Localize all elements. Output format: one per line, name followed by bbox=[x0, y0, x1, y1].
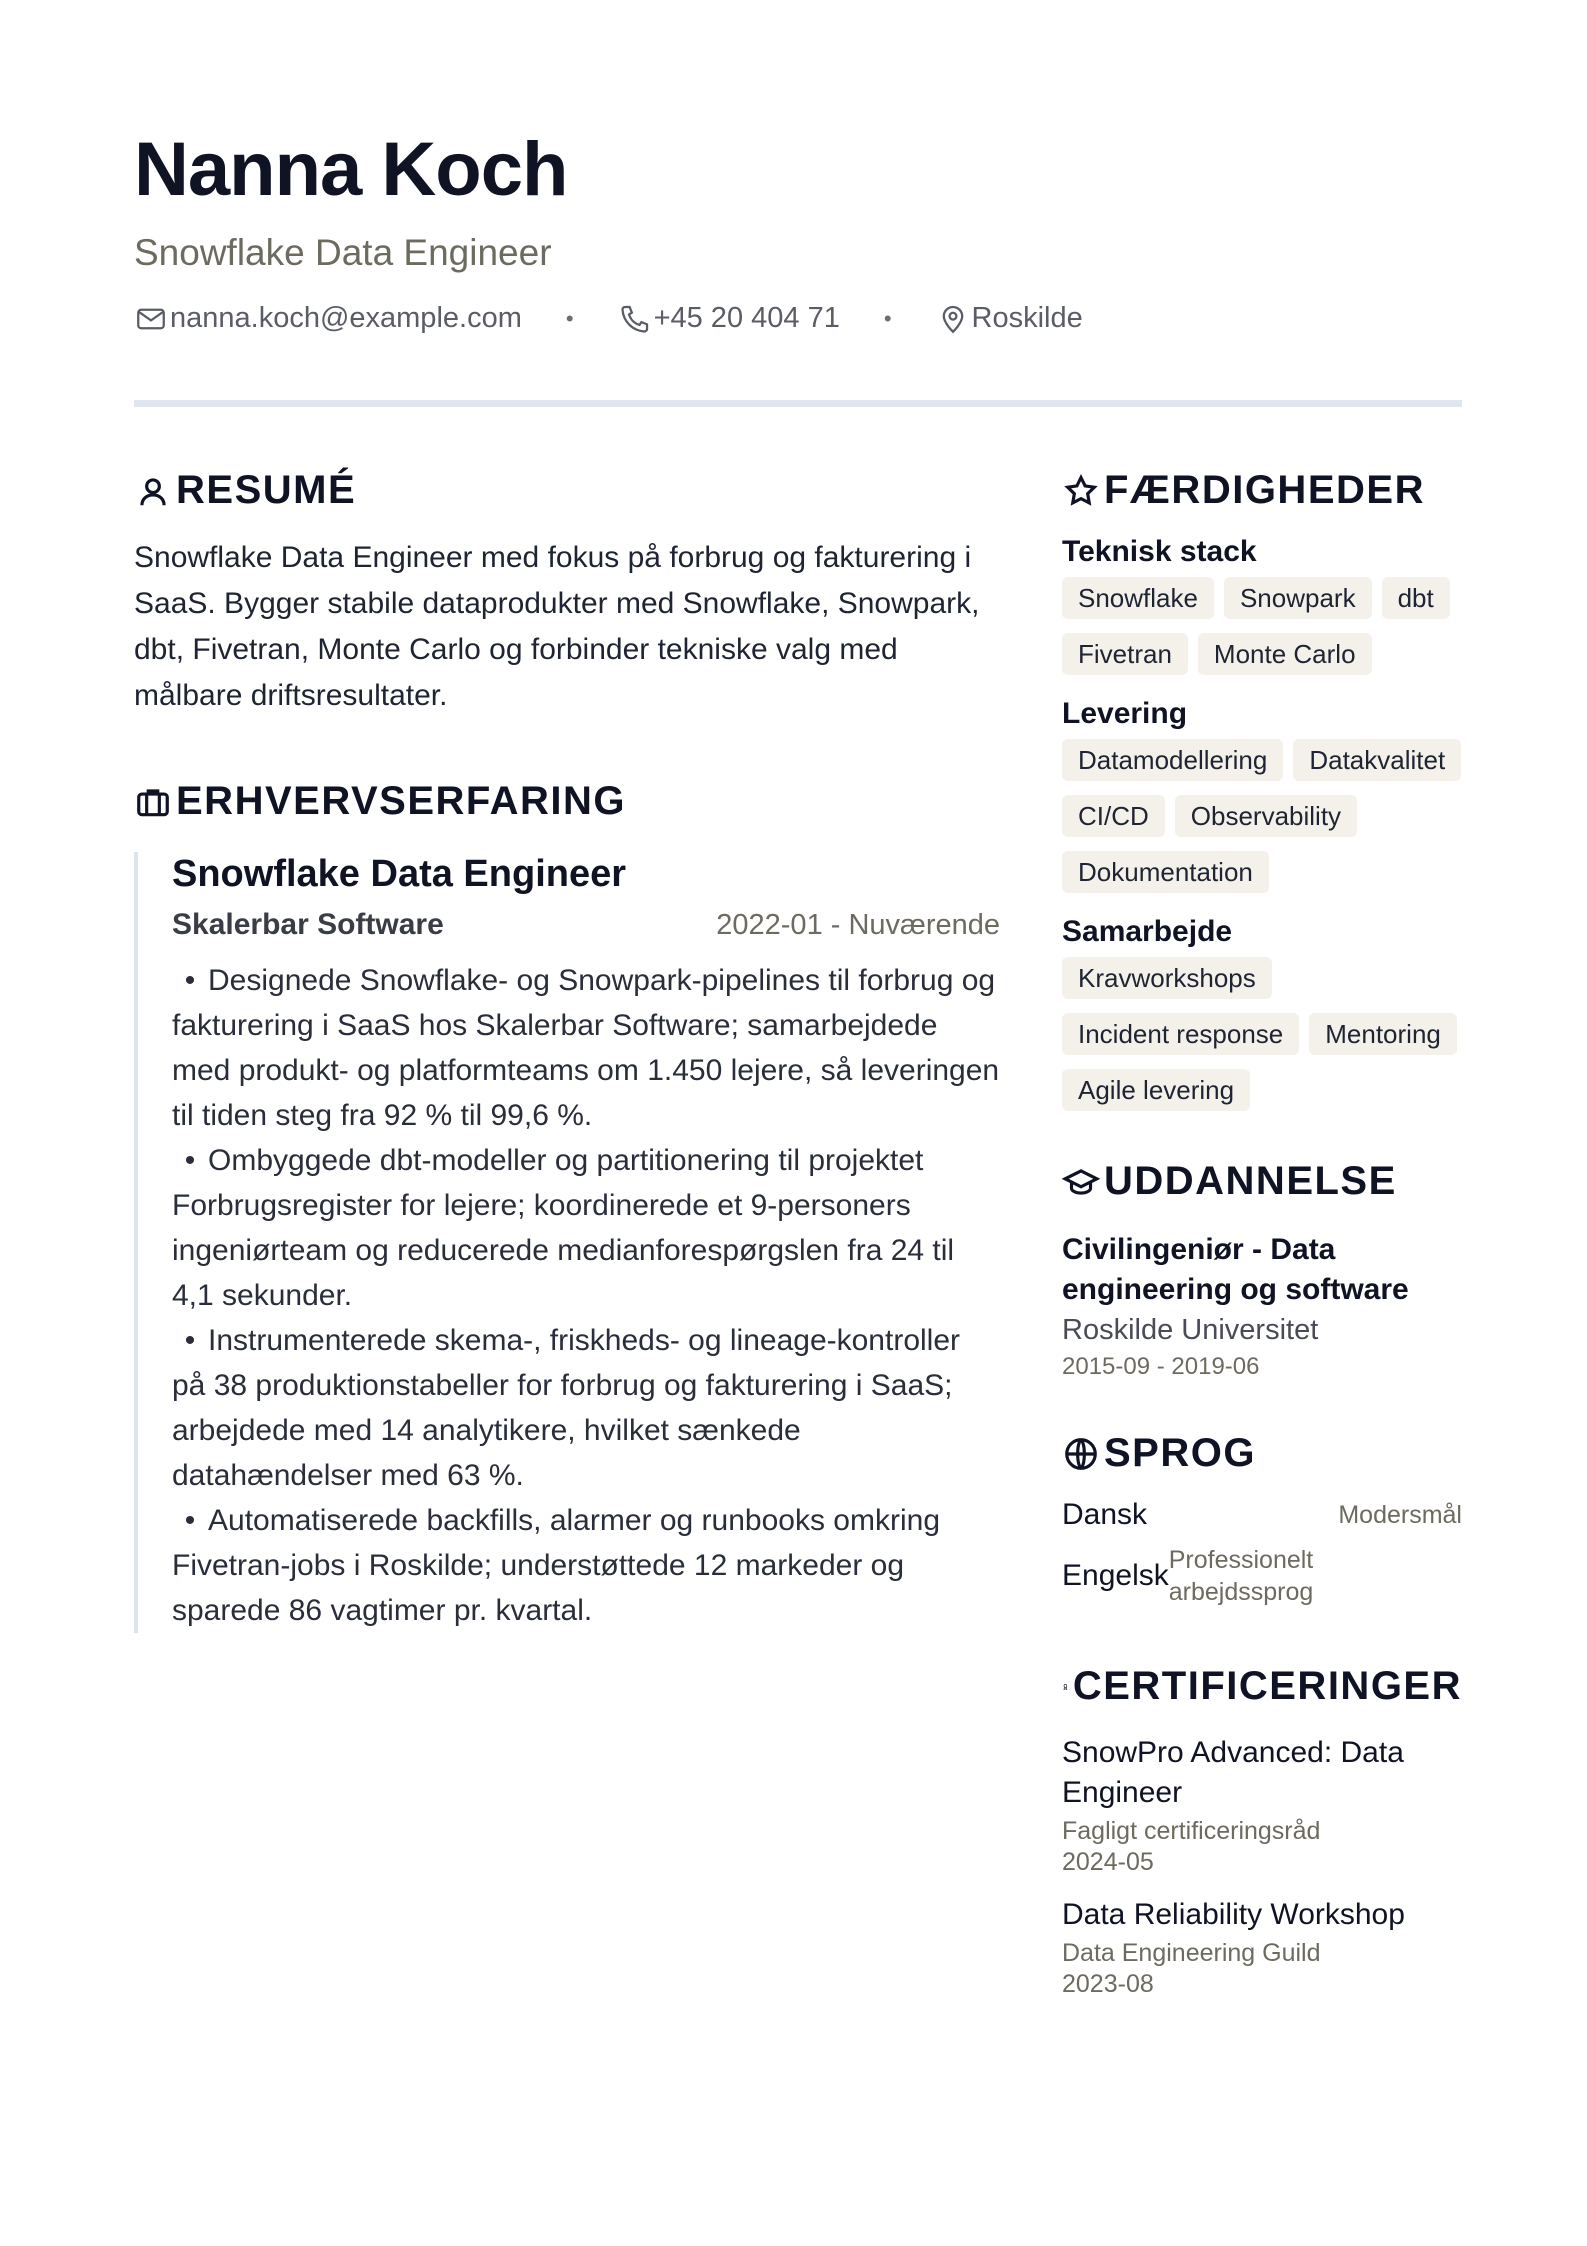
email-text: nanna.koch@example.com bbox=[170, 302, 522, 335]
skill-tag: Mentoring bbox=[1309, 1013, 1457, 1055]
user-icon bbox=[134, 472, 172, 510]
sidebar-column bbox=[1062, 468, 1462, 1999]
contact-separator: • bbox=[883, 305, 892, 331]
candidate-title: Snowflake Data Engineer bbox=[134, 231, 552, 273]
summary-heading bbox=[134, 468, 1000, 513]
language-level: Professionelt arbejdssprog bbox=[1168, 1546, 1314, 1606]
experience-heading-text: ERHVERVSERFARING bbox=[176, 779, 627, 823]
languages-heading bbox=[1062, 1431, 1462, 1476]
bullet-dot-icon: • bbox=[184, 1143, 196, 1177]
skill-tag: dbt bbox=[1382, 577, 1450, 619]
certification-name: SnowPro Advanced: Data Engineer bbox=[1062, 1736, 1404, 1809]
skills-heading bbox=[1062, 468, 1462, 513]
skill-tag: Agile levering bbox=[1062, 1069, 1250, 1111]
job-bullets bbox=[172, 958, 1000, 1633]
skill-group-tech bbox=[1062, 535, 1462, 675]
job-entry bbox=[134, 852, 1000, 1633]
bullet-text: Ombyggede dbt-modeller og partitionering til projektet Forbrugsregister for lejere; koordinerede et 9-personers ingeniørteam og reducerede medianforespørgslen fra 24 til 4,1 sekunder. bbox=[172, 1143, 955, 1312]
skill-group-label: Teknisk stack bbox=[1062, 535, 1257, 568]
certification-date: 2024-05 bbox=[1062, 1848, 1154, 1876]
location-pin-icon bbox=[936, 302, 970, 336]
education-heading-text: UDDANNELSE bbox=[1104, 1159, 1397, 1203]
skill-group-delivery bbox=[1062, 697, 1462, 893]
phone-icon bbox=[618, 302, 652, 336]
bullet-dot-icon: • bbox=[184, 1323, 196, 1357]
certifications-heading-text: CERTIFICERINGER bbox=[1072, 1664, 1462, 1708]
contact-location bbox=[936, 302, 1083, 336]
job-dates: 2022-01 - Nuværende bbox=[716, 908, 1000, 941]
skills-heading-text: FÆRDIGHEDER bbox=[1104, 468, 1425, 512]
contact-email[interactable] bbox=[134, 302, 522, 336]
skill-group-collaboration bbox=[1062, 915, 1462, 1111]
skill-tags bbox=[1062, 577, 1462, 675]
certification-item bbox=[1062, 1733, 1462, 1877]
education-entry bbox=[1062, 1230, 1462, 1381]
skill-tag: Datakvalitet bbox=[1293, 739, 1461, 781]
skill-group-label: Levering bbox=[1062, 697, 1188, 730]
skill-tags bbox=[1062, 957, 1462, 1111]
bullet-dot-icon: • bbox=[184, 1503, 196, 1537]
job-title: Snowflake Data Engineer bbox=[172, 853, 627, 895]
language-name: Dansk bbox=[1062, 1498, 1148, 1531]
job-bullet bbox=[172, 958, 1000, 1138]
summary-heading-text: RESUMÉ bbox=[176, 468, 357, 512]
skill-group-label: Samarbejde bbox=[1062, 915, 1233, 948]
bullet-text: Automatiserede backfills, alarmer og runbooks omkring Fivetran-jobs i Roskilde; understøttede 12 markeder og sparede 86 vagtimer pr. kvartal. bbox=[172, 1503, 940, 1627]
language-level: Modersmål bbox=[1338, 1501, 1462, 1529]
skill-tag: Monte Carlo bbox=[1198, 633, 1372, 675]
skill-tag: Incident response bbox=[1062, 1013, 1299, 1055]
main-column bbox=[134, 468, 1000, 1633]
languages-list bbox=[1062, 1498, 1462, 1608]
skill-tag: Observability bbox=[1175, 795, 1357, 837]
award-ribbon-icon bbox=[1062, 1668, 1069, 1706]
job-bullet bbox=[172, 1138, 1000, 1318]
job-company: Skalerbar Software bbox=[172, 907, 444, 941]
language-name: Engelsk bbox=[1062, 1559, 1169, 1592]
skill-tags bbox=[1062, 739, 1462, 893]
contact-phone[interactable] bbox=[618, 302, 840, 336]
job-bullet bbox=[172, 1498, 1000, 1633]
bullet-text: Instrumenterede skema-, friskheds- og lineage-kontroller på 38 produktionstabeller for forbrug og fakturering i SaaS; arbejdede med 14 analytikere, hvilket sænkede datahændelser med 63 %. bbox=[172, 1323, 961, 1492]
skill-tag: CI/CD bbox=[1062, 795, 1165, 837]
skill-tag: Dokumentation bbox=[1062, 851, 1269, 893]
summary-text: Snowflake Data Engineer med fokus på forbrug og fakturering i SaaS. Bygger stabile dataprodukter med Snowflake, Snowpark, dbt, Fivetran, Monte Carlo og forbinder tekniske valg med målbare driftsresultater. bbox=[134, 541, 980, 712]
bullet-text: Designede Snowflake- og Snowpark-pipelines til forbrug og fakturering i SaaS hos Skalerbar Software; samarbejdede med produkt- og platformteams om 1.450 lejere, så leveringen til tiden steg fra 92 % til 99,6 %. bbox=[172, 963, 1000, 1132]
certification-name: Data Reliability Workshop bbox=[1062, 1898, 1405, 1931]
bullet-dot-icon: • bbox=[184, 963, 196, 997]
job-bullet bbox=[172, 1318, 1000, 1498]
header-divider bbox=[134, 400, 1462, 407]
skill-tag: Snowflake bbox=[1062, 577, 1214, 619]
education-heading bbox=[1062, 1159, 1462, 1204]
globe-icon bbox=[1062, 1435, 1100, 1473]
languages-heading-text: SPROG bbox=[1104, 1431, 1256, 1475]
certification-item bbox=[1062, 1895, 1462, 1999]
education-dates: 2015-09 - 2019-06 bbox=[1062, 1353, 1260, 1380]
star-icon bbox=[1062, 472, 1100, 510]
phone-text: +45 20 404 71 bbox=[653, 302, 840, 335]
skill-tag: Fivetran bbox=[1062, 633, 1188, 675]
skill-tag: Snowpark bbox=[1224, 577, 1372, 619]
briefcase-icon bbox=[134, 783, 172, 821]
skills-groups bbox=[1062, 535, 1462, 1111]
language-item bbox=[1062, 1544, 1462, 1608]
job-meta bbox=[172, 908, 1000, 942]
certifications-heading bbox=[1062, 1664, 1462, 1709]
certification-date: 2023-08 bbox=[1062, 1970, 1154, 1998]
language-item bbox=[1062, 1498, 1462, 1532]
graduation-cap-icon bbox=[1062, 1163, 1100, 1201]
contact-row bbox=[134, 302, 1462, 336]
education-degree: Civilingeniør - Data engineering og software bbox=[1062, 1233, 1409, 1306]
mail-icon bbox=[134, 302, 168, 336]
certification-issuer: Fagligt certificeringsråd bbox=[1062, 1817, 1321, 1845]
location-text: Roskilde bbox=[971, 302, 1083, 335]
contact-separator: • bbox=[565, 305, 574, 331]
skill-tag: Kravworkshops bbox=[1062, 957, 1272, 999]
resume-header bbox=[134, 127, 1462, 336]
candidate-name: Nanna Koch bbox=[134, 127, 568, 212]
certification-issuer: Data Engineering Guild bbox=[1062, 1939, 1321, 1967]
experience-heading bbox=[134, 779, 1000, 824]
skill-tag: Datamodellering bbox=[1062, 739, 1283, 781]
education-school: Roskilde Universitet bbox=[1062, 1314, 1319, 1346]
